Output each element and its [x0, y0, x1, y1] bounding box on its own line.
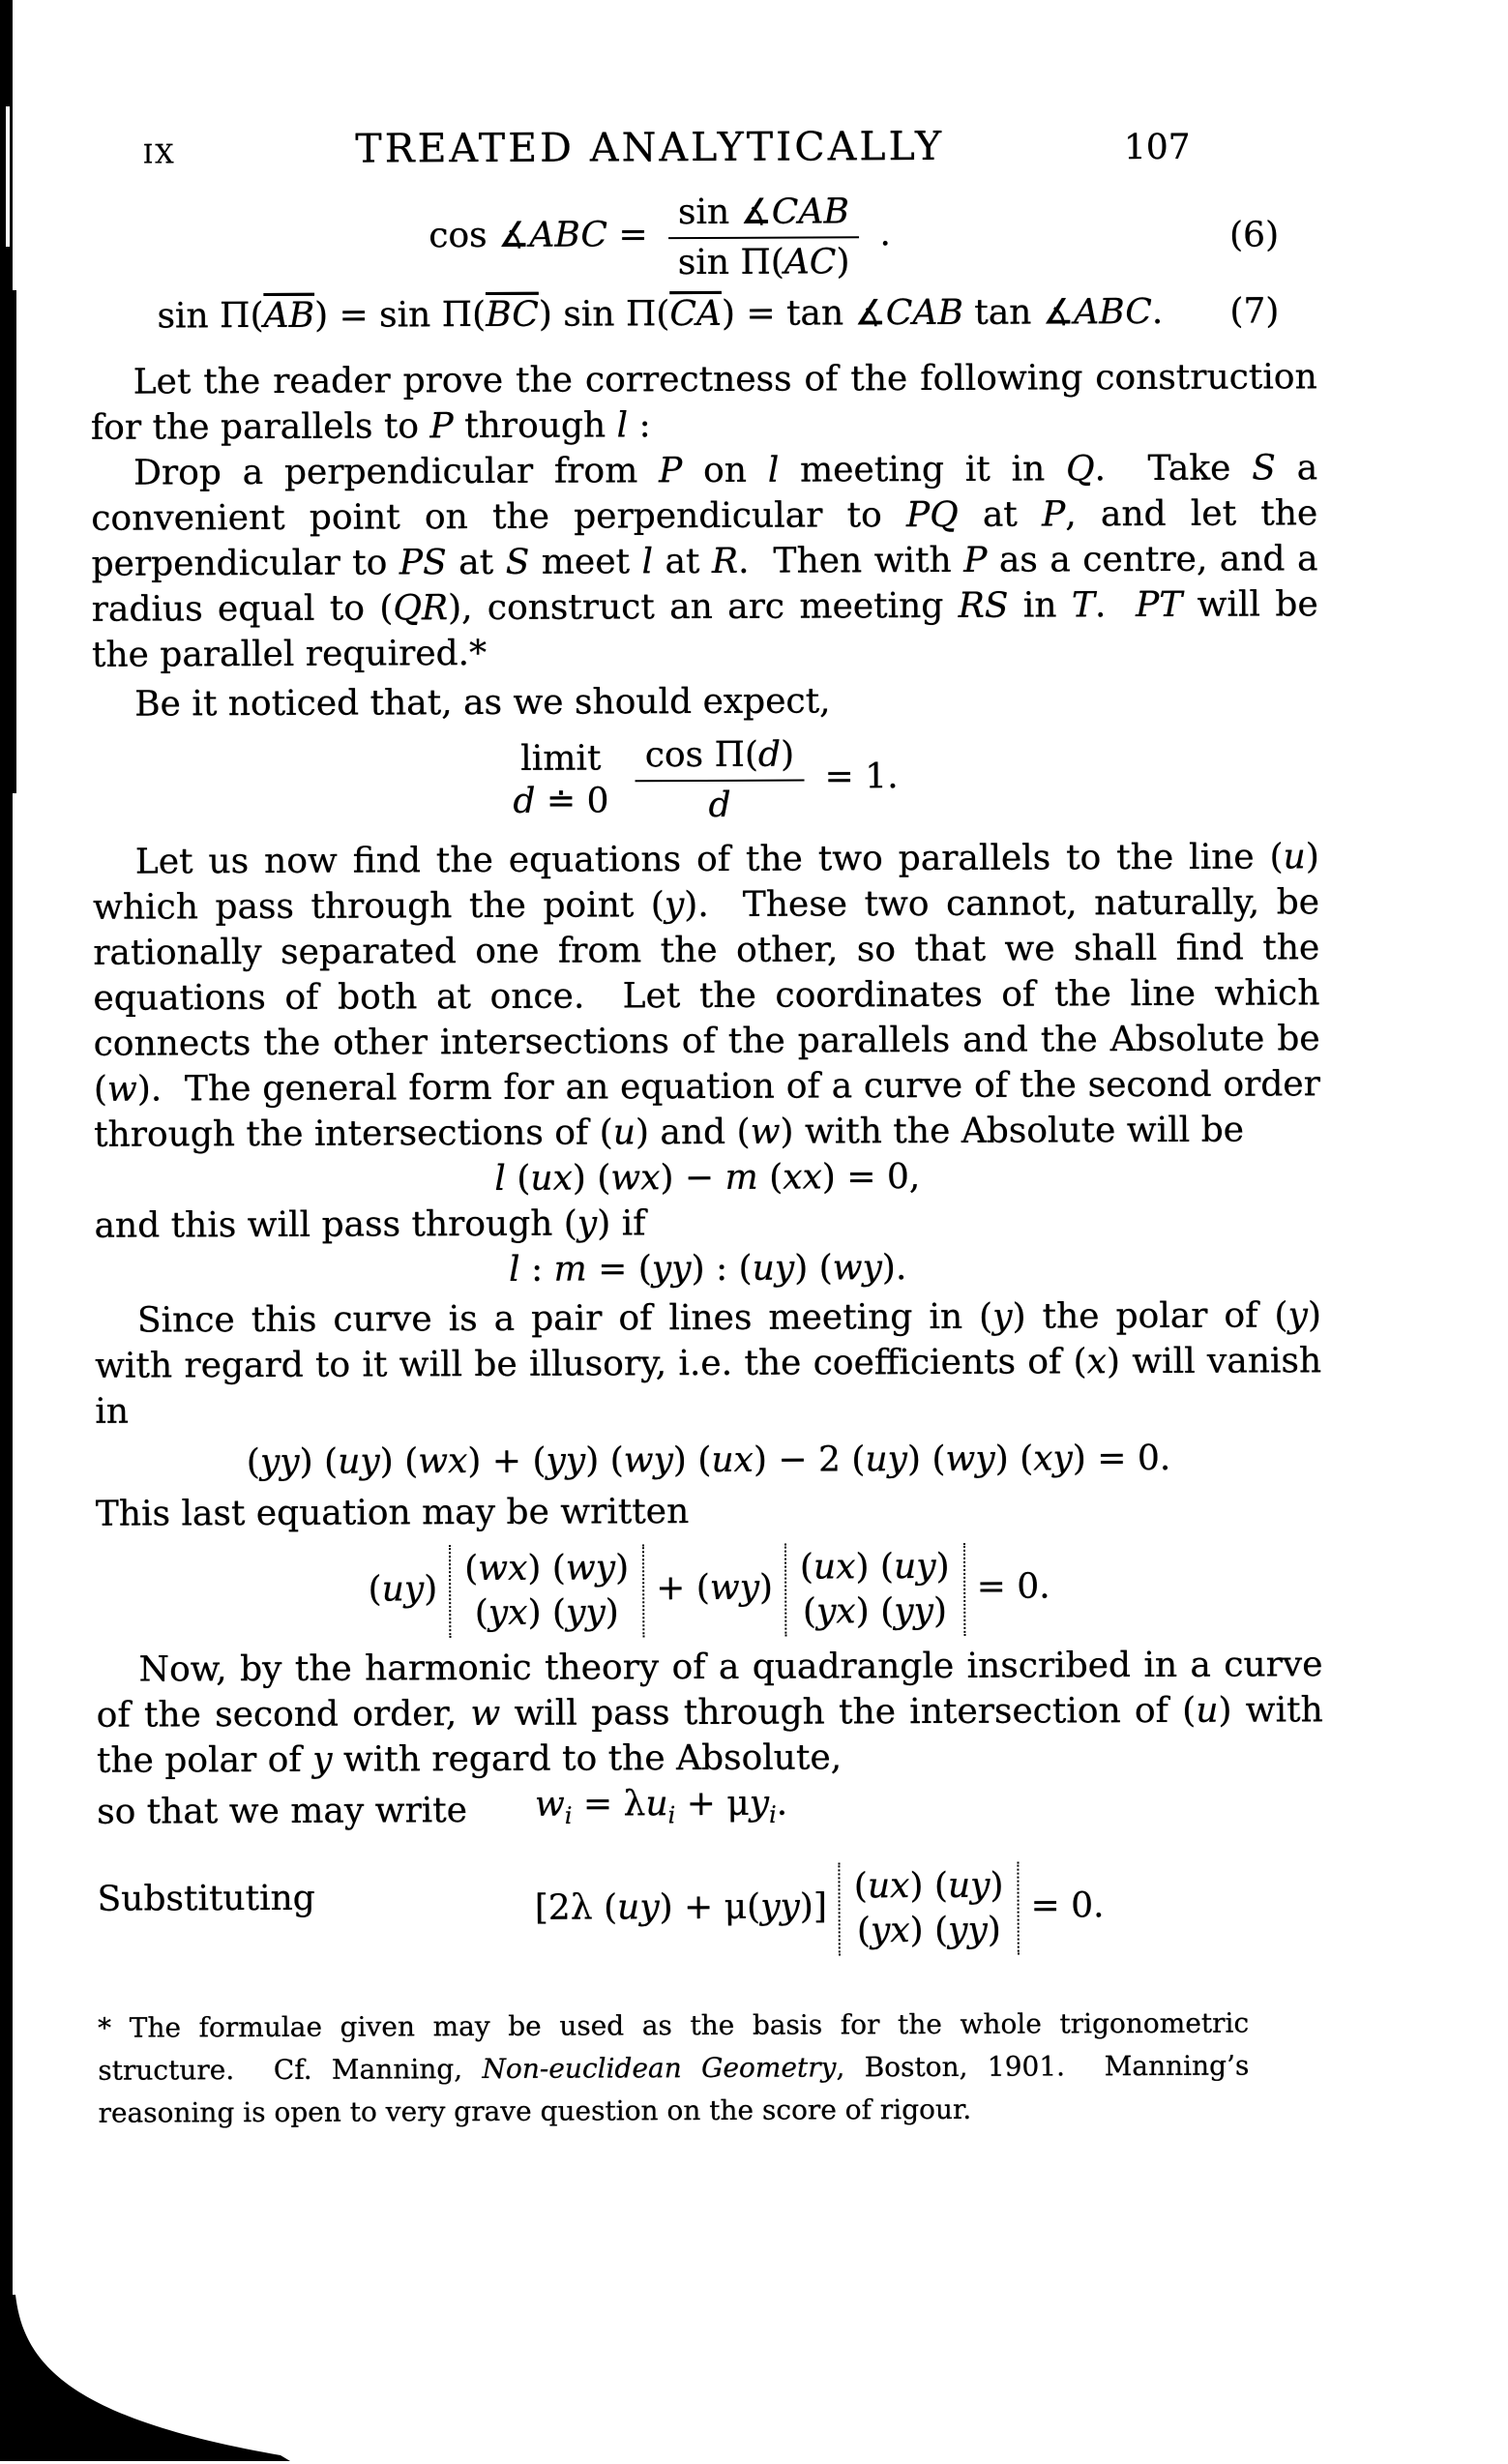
- paragraph-two-parallels: Let us now find the equations of the two parallels to the line (u) which pass through the point (y). These two cannot, naturally, be rationally separated one from the other, so that we shall find the equations of both at once. Let the coordinates of the line which connects the other intersections of the parallels and the Absolute be (w). The general form for an equation of a curve of the second order through the intersections of (u) and (w) with the Absolute will be: [92, 837, 1320, 1155]
- limit-subscript: d ≐ 0: [513, 781, 609, 821]
- equation-7: [90, 291, 1316, 337]
- eq7-body: $\sin \Pi(\overline{AB}) = \sin \Pi(\overline{BC})$ $\sin \Pi(\overline{CA}) = \tan$ ∡CAB tan ∡ABC.: [157, 291, 1164, 337]
- limit-denominator: d: [708, 785, 731, 825]
- substituting-label: Substituting: [97, 1878, 315, 1919]
- eq6-numerator: sin ∡CAB: [668, 189, 859, 239]
- det-coef1: (uy): [368, 1569, 438, 1610]
- det-m2-row1: (ux) (uy): [799, 1546, 950, 1588]
- paragraph-construction: Let the reader prove the correctness of the following construction for the parallels to P through l :: [90, 357, 1317, 448]
- footnote: * The formulae given may be used as the basis for the whole trigonometric structure. Cf. Manning, Non-euclidean Geometry, Boston, 1901. Manning’s reasoning is open to very grave question on the score of rigour.: [98, 2006, 1250, 2129]
- subst-row2: (yx) (yy): [856, 1910, 1001, 1951]
- ratio-equation: l : m = (yy) : (uy) (wy).: [508, 1248, 907, 1290]
- eq6-tail: .: [879, 214, 891, 254]
- det-matrix-1: [449, 1544, 644, 1638]
- paragraph-perpendicular: Drop a perpendicular from P on l meeting it in Q. Take S a convenient point on the perpendicular to PQ at P, and let the perpendicular to PS at S meet l at R. Then with P as a centre, and a radius equal to (QR), construct an arc meeting RS in T. PT will be the parallel required.*: [91, 448, 1318, 675]
- paragraph-pair-of-lines: Since this curve is a pair of lines meeting in (y) the polar of (y) with regard to it will be illusory, i.e. the coefficients of (x) will vanish in: [95, 1295, 1322, 1432]
- limit-operator: limit: [520, 738, 602, 779]
- limit-fraction: [636, 732, 805, 828]
- eq6-fraction: [668, 189, 859, 284]
- left-binding-strip: [0, 0, 13, 2385]
- eq6-denominator: sin Π(AC): [677, 242, 850, 283]
- running-title: TREATED ANALYTICALLY: [355, 122, 945, 172]
- vanish-equation: (yy) (uy) (wx) + (yy) (wy) (ux) − 2 (uy) (wy) (xy) = 0.: [246, 1438, 1171, 1483]
- limit-equation: [92, 729, 1318, 830]
- subst-coef: [2λ (uy) + μ(yy)]: [534, 1886, 828, 1928]
- linear-equation: l (ux) (wx) − m (xx) = 0,: [494, 1157, 921, 1199]
- line-so-that-we-may-write: [97, 1778, 1323, 1841]
- det-m2-row2: (yx) (yy): [802, 1590, 948, 1632]
- subst-tail: = 0.: [1030, 1885, 1105, 1926]
- det-tail: = 0.: [976, 1566, 1050, 1607]
- eq6-number: (6): [1228, 214, 1280, 255]
- det-plus: + (wy): [656, 1567, 774, 1609]
- det-m1-row1: (wx) (wy): [464, 1548, 630, 1589]
- subst-matrix: [839, 1862, 1020, 1956]
- eq6-lhs: cos ∡ABC =: [429, 215, 648, 256]
- line-pass-through: and this will pass through (y) if: [94, 1203, 646, 1246]
- left-binding-strip-edge: [13, 290, 16, 793]
- page-header: [89, 0, 1316, 173]
- limit-numerator: cos Π(d): [636, 732, 805, 783]
- page-number: 107: [1123, 127, 1191, 168]
- line-may-be-written: This last equation may be written: [95, 1492, 690, 1534]
- page-content: [89, 0, 1326, 2464]
- signature-mark: IX: [142, 139, 176, 170]
- det-m1-row2: (yx) (yy): [474, 1592, 619, 1634]
- left-strip-white-sliver: [6, 106, 10, 247]
- equation-6: [90, 187, 1316, 287]
- det-matrix-2: [784, 1543, 965, 1637]
- write-lead: so that we may write: [97, 1791, 468, 1832]
- limit-tail: = 1.: [824, 757, 899, 797]
- subst-row1: (ux) (uy): [853, 1865, 1004, 1907]
- determinant-equation: [96, 1541, 1322, 1640]
- paragraph-noticed: Be it noticed that, as we should expect,: [134, 681, 831, 725]
- w-substitution-equation: $w_i = \lambda u_i + \mu y_i$.: [534, 1783, 788, 1829]
- substituting-equation: [315, 1860, 1324, 1958]
- substituting-row: [97, 1860, 1323, 1959]
- eq7-number: (7): [1229, 291, 1280, 332]
- paragraph-harmonic: Now, by the harmonic theory of a quadrangle inscribed in a curve of the second order, w will pass through the intersection of (u) with the polar of y with regard to the Absolute,: [96, 1645, 1323, 1781]
